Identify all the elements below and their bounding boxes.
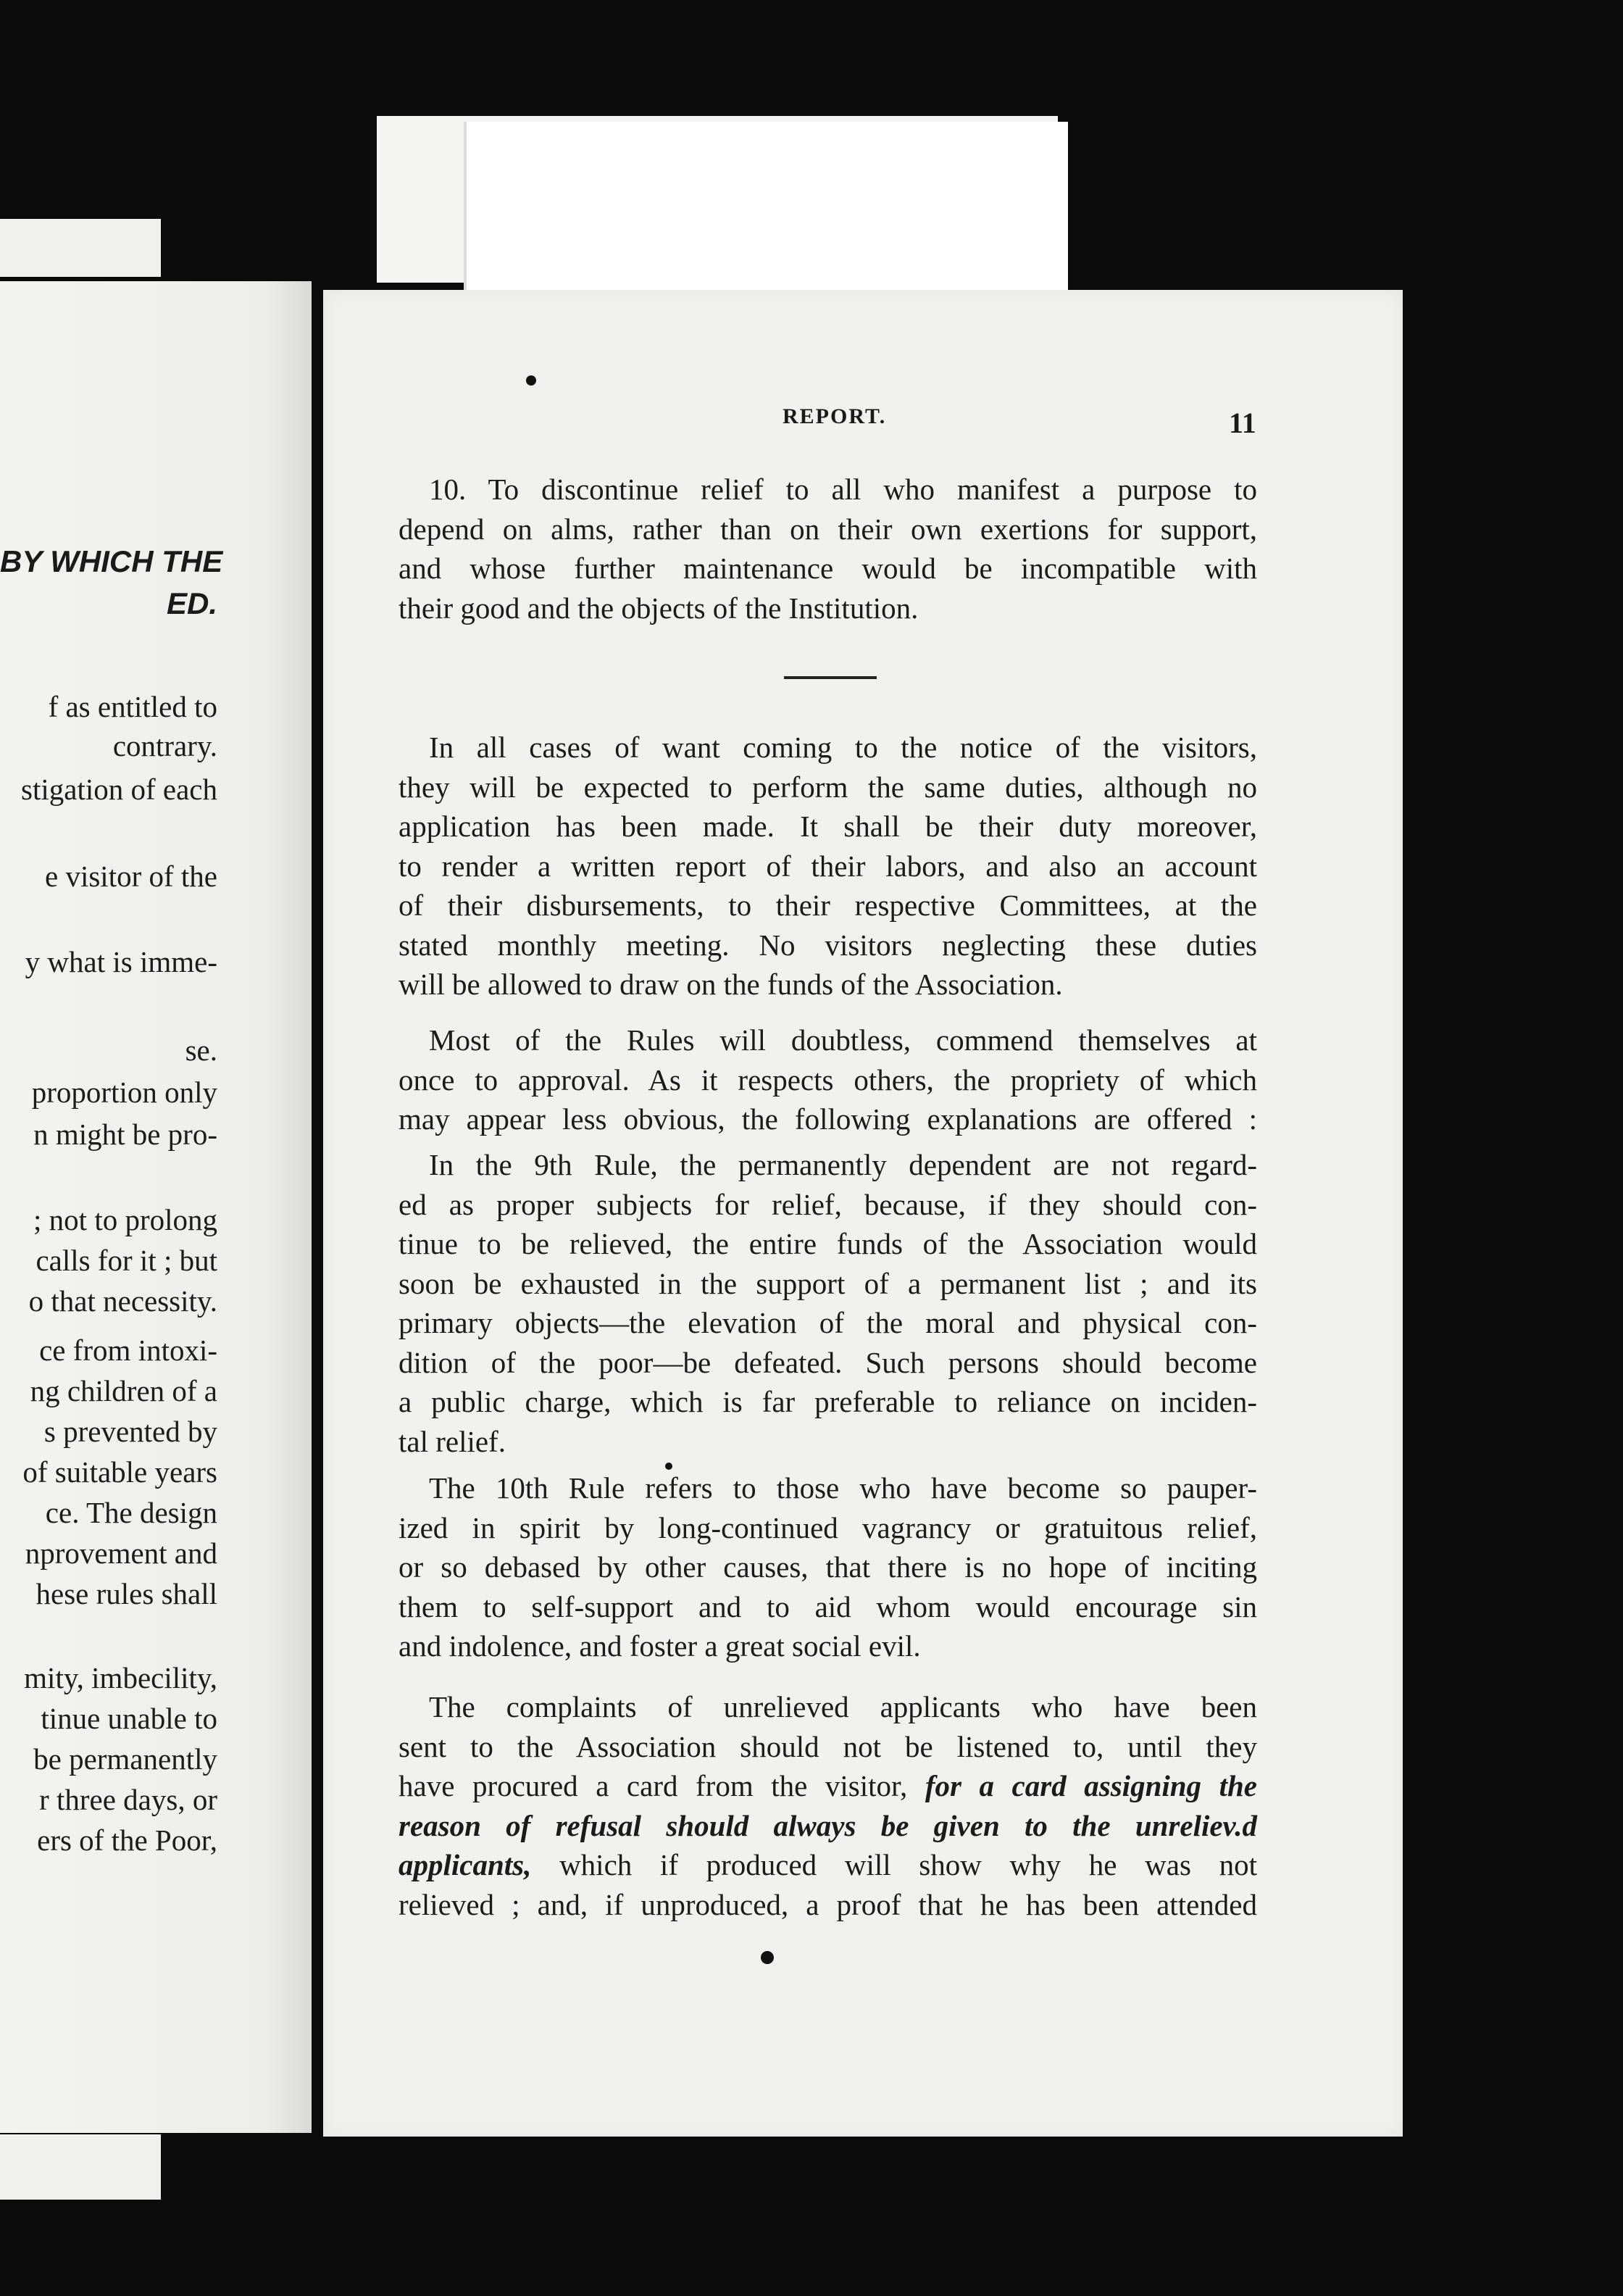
italic-segment: for a card assigning the [925, 1769, 1257, 1802]
left-page-top-slip [0, 219, 161, 277]
text-line: tinue to be relieved, the entire funds of the Association would [399, 1227, 1257, 1260]
left-text-line: hese rules shall [36, 1577, 217, 1610]
left-text-line: n might be pro- [33, 1118, 217, 1151]
text-line: them to self-support and to aid whom would encourage sin [399, 1589, 1257, 1623]
italic-segment: applicants, [399, 1848, 532, 1881]
text-line: In the 9th Rule, the permanently dependent are not regard- [429, 1148, 1257, 1181]
left-text-line: o that necessity. [28, 1284, 217, 1318]
left-text-line: contrary. [112, 729, 217, 762]
left-text-line: proportion only [31, 1076, 217, 1109]
left-text-line: ng children of a [30, 1374, 217, 1407]
text-line: ed as proper subjects for relief, because, if they should con- [399, 1187, 1257, 1221]
text-line: will be allowed to draw on the funds of the Association. [399, 968, 1063, 1001]
text-line: once to approval. As it respects others, the propriety of which [399, 1062, 1257, 1097]
tenth-rule-paragraph [399, 1468, 1257, 1666]
text-line: The 10th Rule refers to those who have become so pauper- [429, 1471, 1257, 1505]
left-text-line: se. [185, 1033, 217, 1067]
visitors-duties-paragraph [399, 728, 1257, 1004]
left-text-line: tinue unable to [41, 1702, 217, 1735]
italic-text-line: reason of refusal should always be given to the unreliev.d [399, 1808, 1257, 1842]
left-text-line: of suitable years [22, 1455, 217, 1489]
left-heading-line: BY WHICH THE [0, 544, 223, 578]
left-heading-line: ED. [166, 586, 217, 620]
paper-slip-front [464, 122, 1068, 290]
text-line: or so debased by other causes, that there is no hope of inciting [399, 1550, 1257, 1584]
complaints-paragraph [399, 1687, 1257, 1924]
text-line: In all cases of want coming to the notice of the visitors, [429, 731, 1257, 764]
text-line: 10. To discontinue relief to all who manifest a purpose to [429, 473, 1257, 506]
text-line: their good and the objects of the Institution. [399, 591, 919, 625]
text-line [399, 1766, 1257, 1806]
ink-dot [761, 1951, 774, 1964]
text-line: and indolence, and foster a great social evil. [399, 1629, 921, 1663]
text-line: of their disbursements, to their respective Committees, at the [399, 889, 1257, 922]
left-text-line: stigation of each [21, 773, 217, 806]
left-text-line: ; not to prolong [33, 1203, 217, 1236]
explanations-paragraph [399, 1020, 1257, 1139]
left-text-line: calls for it ; but [36, 1244, 217, 1277]
text-line: stated monthly meeting. No visitors neglecting these duties [399, 928, 1257, 962]
text-line: ized in spirit by long-continued vagrancy or gratuitous relief, [399, 1510, 1257, 1544]
text-line: a public charge, which is far preferable to reliance on inciden- [399, 1385, 1257, 1418]
running-head: REPORT. [783, 404, 887, 428]
text-line: soon be exhausted in the support of a permanent list ; and its [399, 1266, 1257, 1300]
left-text-line: s prevented by [43, 1415, 217, 1448]
text-line: dition of the poor—be defeated. Such persons should become [399, 1345, 1257, 1379]
page-number: 11 [1229, 407, 1256, 439]
left-text-line: ce from intoxi- [39, 1334, 217, 1367]
text-line: application has been made. It shall be their duty moreover, [399, 810, 1257, 843]
rule-10-paragraph [399, 470, 1257, 628]
left-text-line: be permanently [33, 1742, 217, 1776]
text-line: they will be expected to perform the same duties, although no [399, 770, 1257, 804]
text-line: to render a written report of their labors, and also an account [399, 849, 1257, 883]
left-text-line: f as entitled to [48, 690, 217, 723]
left-text-line: e visitor of the [45, 860, 217, 893]
left-text-line: y what is imme- [25, 945, 217, 978]
text-line: The complaints of unrelieved applicants who have been [429, 1690, 1257, 1723]
section-divider [784, 676, 877, 679]
text-line [399, 1845, 1257, 1885]
left-text-line: ers of the Poor, [37, 1823, 217, 1857]
text-line: Most of the Rules will doubtless, commend themselves at [429, 1023, 1257, 1057]
text-segment: which if produced will show why he was not [559, 1848, 1257, 1881]
left-text-line: ce. The design [45, 1496, 217, 1529]
left-text-line: mity, imbecility, [24, 1661, 217, 1694]
left-text-line: r three days, or [39, 1783, 217, 1816]
text-line: may appear less obvious, the following explanations are offered : [399, 1102, 1257, 1136]
left-text-line: nprovement and [25, 1536, 217, 1570]
text-line: depend on alms, rather than on their own exertions for support, [399, 512, 1257, 546]
text-line: and whose further maintenance would be incompatible with [399, 552, 1257, 585]
text-line: relieved ; and, if unproduced, a proof that he has been attended [399, 1887, 1257, 1921]
text-line: tal relief. [399, 1424, 506, 1458]
ninth-rule-paragraph [399, 1145, 1257, 1461]
text-line: primary objects—the elevation of the moral and physical con- [399, 1306, 1257, 1339]
text-line: sent to the Association should not be listened to, until they [399, 1729, 1257, 1763]
left-page [0, 281, 312, 2133]
ink-dot [526, 375, 536, 386]
text-segment: have procured a card from the visitor, [399, 1769, 908, 1802]
left-page-bottom-slip [0, 2134, 161, 2200]
